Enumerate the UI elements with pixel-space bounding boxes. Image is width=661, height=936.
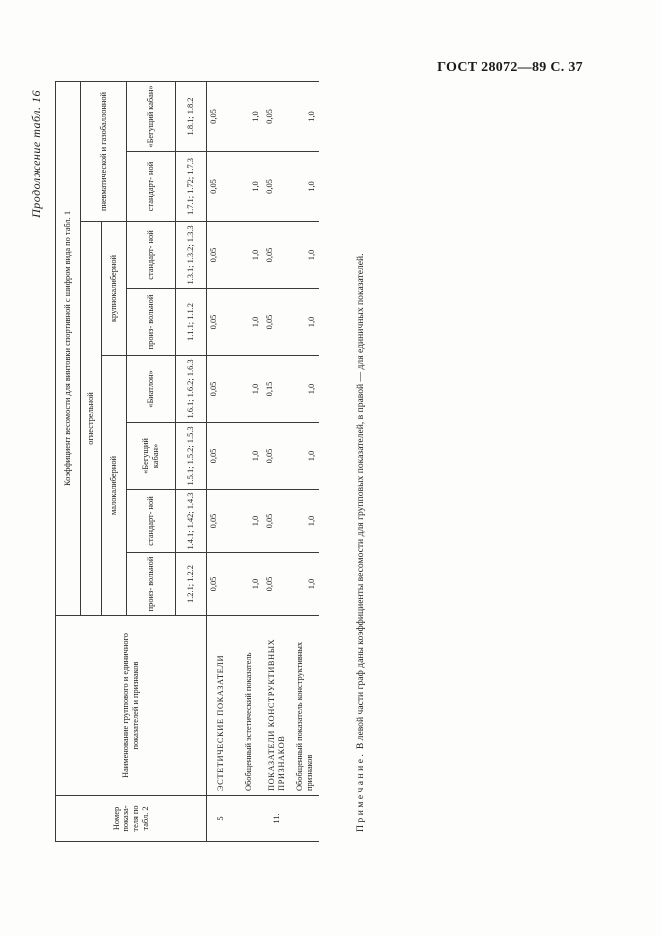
coef-cell	[263, 289, 291, 356]
col-code: 1.5.1; 1.5.2; 1.5.3	[176, 423, 207, 490]
group-fire-header: огнестрельной	[81, 222, 102, 616]
coef-value: 0,05	[209, 513, 218, 529]
coef-cell	[235, 289, 263, 356]
coef-cell	[291, 152, 319, 222]
col-code: 1.4.1; 1.42; 1.4.3	[176, 490, 207, 553]
col-label: стандарт- ной	[127, 152, 176, 222]
coef-value: 0,05	[265, 247, 274, 263]
coef-value: 0,05	[265, 314, 274, 330]
row-name: Обобщенный показатель конструктивных признаков	[291, 616, 319, 796]
row-number: 5	[207, 796, 236, 842]
coef-cell	[291, 222, 319, 289]
coef-cell	[263, 553, 291, 616]
page-header: ГОСТ 28072—89 С. 37	[437, 60, 583, 75]
coef-cell	[207, 81, 236, 151]
col-label: стандарт- ной	[127, 222, 176, 289]
col-label: произ- вольной	[127, 553, 176, 616]
col-code: 1.1.1; 1.1.2	[176, 289, 207, 356]
coef-cell	[291, 553, 319, 616]
coef-value: 1,0	[307, 383, 317, 395]
note-text: В левой части граф даны коэффициенты весомости для групповых показателей, в правой — для единичных показателей.	[355, 253, 366, 750]
col-label: произ- вольной	[127, 289, 176, 356]
coef-cell	[291, 490, 319, 553]
col-label: стандарт- ной	[127, 490, 176, 553]
coef-cell	[291, 289, 319, 356]
coef-cell	[263, 152, 291, 222]
sub-large-header: крупнокалиберной	[102, 222, 127, 356]
coef-cell	[235, 152, 263, 222]
coef-value: 1,0	[307, 515, 317, 527]
col-name-header: Наименование группового и единичного показателей и признаков	[56, 616, 207, 796]
row-name: ПОКАЗАТЕЛИ КОНСТРУКТИВНЫХ ПРИЗНАКОВ	[263, 616, 291, 796]
coef-value: 0,05	[265, 576, 274, 592]
coef-cell	[207, 356, 236, 423]
coef-value: 1,0	[307, 450, 317, 462]
coef-cell	[207, 553, 236, 616]
coef-cell	[235, 490, 263, 553]
coef-cell	[263, 490, 291, 553]
coef-value: 1,0	[251, 111, 261, 122]
col-code: 1.8.1; 1.8.2	[176, 81, 207, 151]
coef-value: 0,05	[209, 576, 218, 592]
col-label: «Биатлон»	[127, 356, 176, 423]
col-label: «Бегущий кабан»	[127, 81, 176, 151]
coef-value: 1,0	[307, 249, 317, 261]
coef-value: 1,0	[251, 249, 261, 261]
coef-value: 1,0	[251, 316, 261, 328]
table-row	[207, 81, 236, 841]
coef-value: 1,0	[307, 316, 317, 328]
coef-value: 1,0	[251, 578, 261, 590]
coef-cell	[263, 356, 291, 423]
coef-value: 1,0	[307, 578, 317, 590]
col-number-header: Номер показа- теля по табл. 2	[56, 796, 207, 842]
rotated-table-stage	[29, 82, 366, 842]
coef-cell	[207, 222, 236, 289]
coef-value: 0,15	[265, 381, 274, 397]
col-code: 1.3.1; 1.3.2; 1.3.3	[176, 222, 207, 289]
sub-small-header: малокалиберной	[102, 356, 127, 616]
coef-cell	[235, 81, 263, 151]
coef-cell	[263, 81, 291, 151]
coef-cell	[235, 423, 263, 490]
table-row	[263, 81, 291, 841]
coef-value: 0,05	[265, 448, 274, 464]
table-caption: Продолжение табл. 16	[29, 90, 43, 218]
col-code: 1.6.1; 1.6.2; 1.6.3	[176, 356, 207, 423]
note-label: Примечание.	[355, 751, 366, 832]
row-name: Обобщенный эстетический показатель	[235, 616, 263, 796]
row-number: 11.	[263, 796, 291, 842]
coef-cell	[291, 356, 319, 423]
coef-value: 0,05	[265, 179, 274, 194]
coef-cell	[207, 289, 236, 356]
coef-cell	[263, 423, 291, 490]
coef-value: 1,0	[251, 450, 261, 462]
coef-value: 1,0	[251, 383, 261, 395]
coef-value: 0,05	[209, 179, 218, 194]
weight-coefficient-table	[55, 81, 319, 842]
coef-value: 0,05	[209, 381, 218, 397]
table-note	[355, 72, 366, 842]
coef-value: 1,0	[251, 181, 261, 192]
row-number	[291, 796, 319, 842]
table-body	[207, 81, 320, 841]
col-label: «Бегущий кабан»	[127, 423, 176, 490]
coef-value: 0,05	[209, 314, 218, 330]
col-code: 1.2.1; 1.2.2	[176, 553, 207, 616]
coef-value: 0,05	[265, 513, 274, 529]
coef-cell	[207, 423, 236, 490]
coef-value: 0,05	[209, 247, 218, 263]
coef-value: 1,0	[307, 111, 317, 122]
table-row	[291, 81, 319, 841]
coef-cell	[207, 152, 236, 222]
col-code: 1.7.1; 1.72; 1.7.3	[176, 152, 207, 222]
coef-cell	[207, 490, 236, 553]
coef-cell	[291, 423, 319, 490]
coef-value: 0,05	[209, 109, 218, 124]
coef-value: 1,0	[307, 181, 317, 192]
coef-title-header: Коэффициент весомости для винтовки спортивной с шифром вида по табл. 1	[56, 81, 81, 615]
coef-value: 0,05	[209, 448, 218, 464]
coef-cell	[235, 222, 263, 289]
row-name: ЭСТЕТИЧЕСКИЕ ПОКАЗАТЕЛИ	[207, 616, 236, 796]
coef-cell	[235, 356, 263, 423]
row-number	[235, 796, 263, 842]
coef-value: 1,0	[251, 515, 261, 527]
coef-cell	[263, 222, 291, 289]
coef-cell	[235, 553, 263, 616]
coef-cell	[291, 81, 319, 151]
table-row	[235, 81, 263, 841]
coef-value: 0,05	[265, 109, 274, 124]
group-pneu-header: пневматической и газобаллонной	[81, 81, 127, 221]
